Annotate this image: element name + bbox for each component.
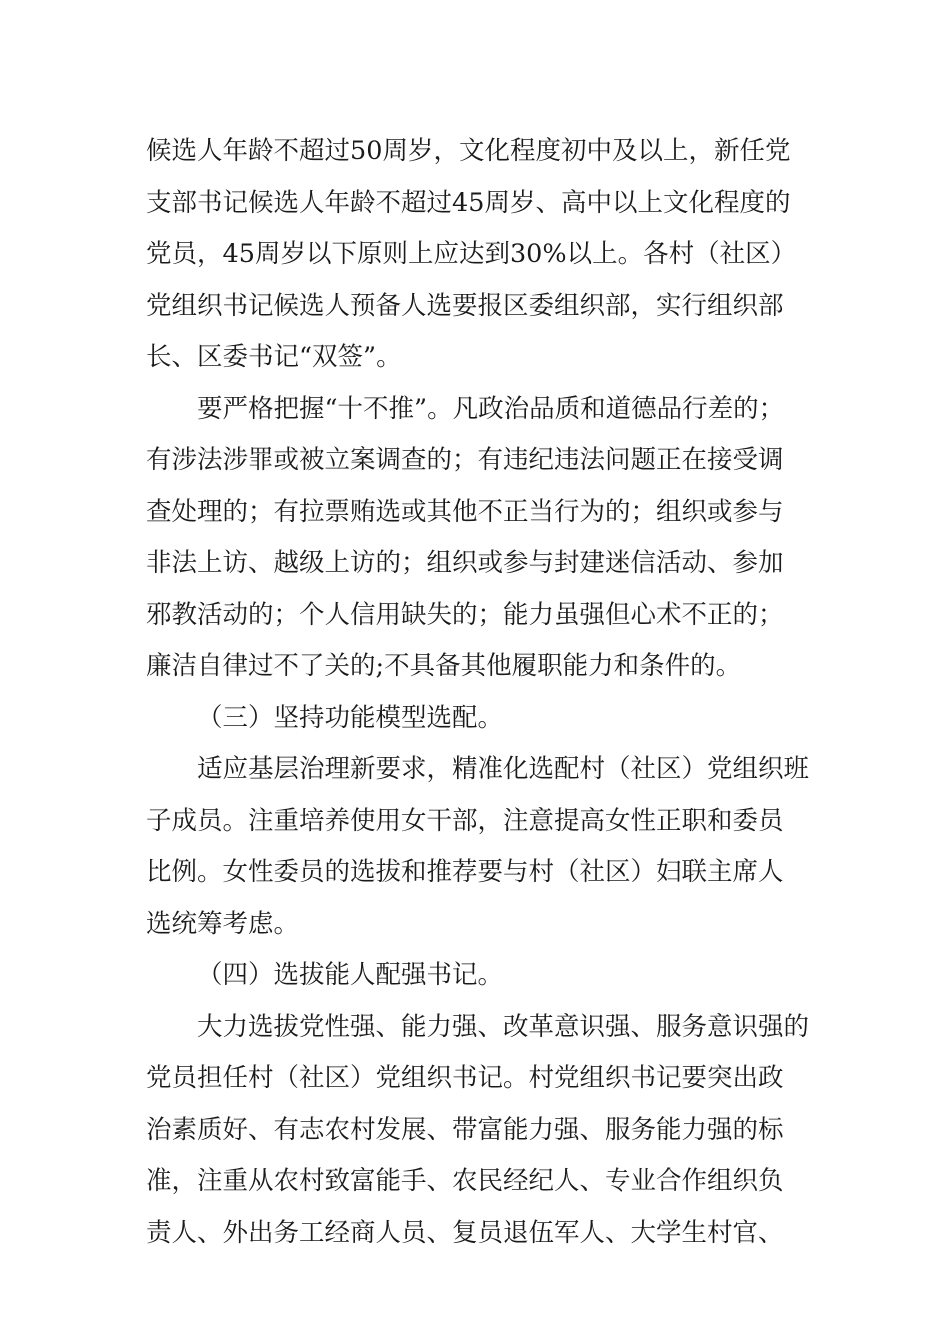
text-line: 廉洁自律过不了关的;不具备其他履职能力和条件的。 bbox=[146, 651, 742, 681]
text-line: 候选人年龄不超过50周岁，文化程度初中及以上，新任党 bbox=[146, 136, 791, 166]
paragraph-start-line: 大力选拔党性强、能力强、改革意识强、服务意识强的 bbox=[197, 1011, 810, 1042]
document-body bbox=[146, 126, 810, 1259]
text-line: 邪教活动的；个人信用缺失的；能力虽强但心术不正的； bbox=[146, 599, 784, 630]
text-line: 选统筹考虑。 bbox=[146, 908, 300, 939]
text-line: 支部书记候选人年龄不超过45周岁、高中以上文化程度的 bbox=[146, 187, 791, 218]
paragraph-start-line: 适应基层治理新要求，精准化选配村（社区）党组织班 bbox=[197, 754, 810, 784]
section-heading: （三）坚持功能模型选配。 bbox=[197, 702, 504, 733]
text-line: 准，注重从农村致富能手、农民经纪人、专业合作组织负 bbox=[146, 1166, 784, 1196]
text-line: 责人、外出务工经商人员、复员退伍军人、大学生村官、 bbox=[146, 1217, 784, 1248]
text-line: 子成员。注重培养使用女干部，注意提高女性正职和委员 bbox=[146, 805, 784, 836]
paragraph-start-line: 要严格把握“十不推”。凡政治品质和道德品行差的； bbox=[197, 393, 785, 424]
section-heading: （四）选拔能人配强书记。 bbox=[197, 960, 504, 990]
text-line: 非法上访、越级上访的；组织或参与封建迷信活动、参加 bbox=[146, 548, 784, 578]
text-line: 查处理的；有拉票贿选或其他不正当行为的；组织或参与 bbox=[146, 496, 784, 527]
text-line: 长、区委书记“双签”。 bbox=[146, 342, 402, 372]
text-line: 党组织书记候选人预备人选要报区委组织部，实行组织部 bbox=[146, 290, 784, 321]
text-line: 党员担任村（社区）党组织书记。村党组织书记要突出政 bbox=[146, 1063, 784, 1093]
text-line: 党员，45周岁以下原则上应达到30%以上。各村（社区） bbox=[146, 239, 797, 269]
text-line: 有涉法涉罪或被立案调查的；有违纪违法问题正在接受调 bbox=[146, 445, 784, 475]
text-line: 治素质好、有志农村发展、带富能力强、服务能力强的标 bbox=[146, 1114, 784, 1145]
text-line: 比例。女性委员的选拔和推荐要与村（社区）妇联主席人 bbox=[146, 857, 784, 887]
